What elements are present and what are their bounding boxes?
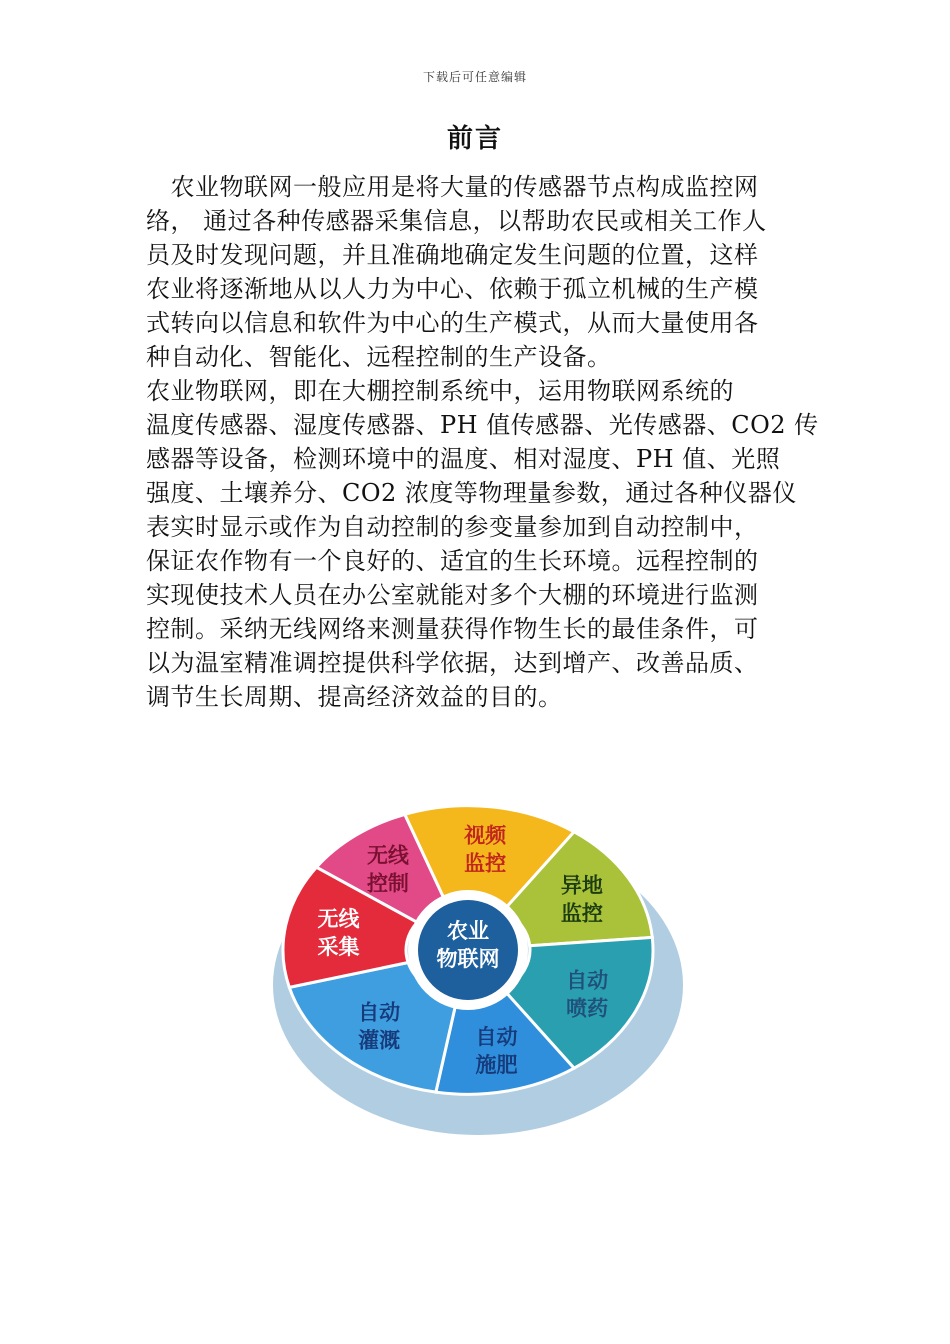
segment-label: 监控: [464, 851, 507, 876]
center-hub: [408, 890, 528, 1010]
segment-label: 异地: [560, 873, 603, 898]
segment-label: 自动: [566, 968, 609, 993]
page-title: 前言: [446, 124, 503, 154]
text-line: 调节生长周期、提高经济效益的目的。: [146, 683, 563, 711]
text-line: 以为温室精准调控提供科学依据，达到增产、改善品质、: [146, 649, 759, 677]
text-line: 式转向以信息和软件为中心的生产模式，从而大量使用各: [146, 309, 759, 337]
segment-label: 采集: [317, 935, 360, 960]
segment-label: 施肥: [475, 1053, 518, 1078]
text-line: 实现使技术人员在办公室就能对多个大棚的环境进行监测: [146, 581, 759, 609]
segment-label: 视频: [464, 823, 507, 848]
segment-label: 自动: [358, 1000, 401, 1025]
center-label-line1: 农业: [447, 919, 489, 943]
text-line: 强度、土壤养分、CO2 浓度等物理量参数，通过各种仪器仪: [146, 479, 797, 507]
text-line: 农业将逐渐地从以人力为中心、依赖于孤立机械的生产模: [146, 275, 759, 303]
text-line: 员及时发现问题，并且准确地确定发生问题的位置，这样: [146, 241, 759, 269]
segment-label: 无线: [366, 843, 409, 868]
text-line: 保证农作物有一个良好的、适宜的生长环境。远程控制的: [146, 547, 759, 575]
page-header: 下载后可任意编辑: [422, 70, 527, 84]
text-line: 农业物联网一般应用是将大量的传感器节点构成监控网: [146, 173, 759, 201]
segment-label: 灌溉: [358, 1028, 401, 1053]
segment-label: 喷药: [566, 996, 609, 1021]
iot-ring-diagram: [268, 760, 698, 1150]
text-line: 种自动化、智能化、远程控制的生产设备。: [146, 343, 612, 371]
text-line: 表实时显示或作为自动控制的参变量参加到自动控制中，: [146, 513, 759, 541]
text-line: 感器等设备，检测环境中的温度、相对湿度、PH 值、光照: [146, 445, 781, 473]
segment-label: 控制: [366, 871, 409, 896]
text-line: 农业物联网，即在大棚控制系统中，运用物联网系统的: [146, 377, 734, 405]
text-line: 控制。采纳无线网络来测量获得作物生长的最佳条件，可: [146, 615, 759, 643]
center-label-line2: 物联网: [436, 947, 500, 971]
segment-label: 无线: [317, 907, 360, 932]
body-text: [146, 170, 819, 714]
segment-label: 监控: [560, 901, 603, 926]
segment-label: 自动: [475, 1025, 518, 1050]
text-line: 络， 通过各种传感器采集信息，以帮助农民或相关工作人: [146, 207, 767, 235]
text-line: 温度传感器、湿度传感器、PH 值传感器、光传感器、CO2 传: [146, 411, 819, 439]
